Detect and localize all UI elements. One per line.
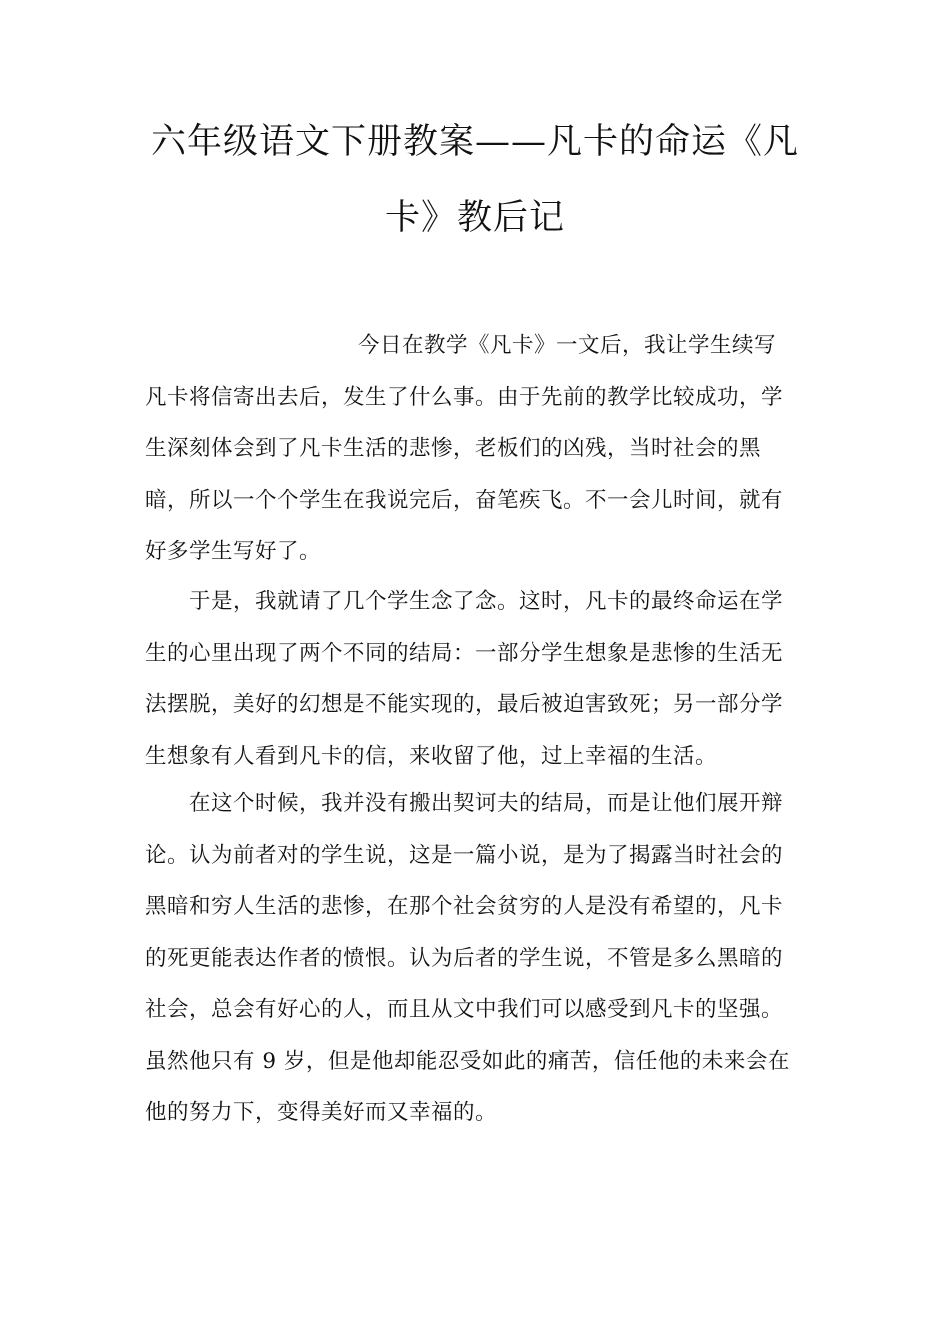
paragraph-1 [145,320,805,578]
paragraph-2 [145,576,805,782]
paragraph-1-line: 暗，所以一个个学生在我说完后，奋笔疾飞。不一会儿时间，就有 [145,487,784,513]
paragraph-3-line: 社会，总会有好心的人，而且从文中我们可以感受到凡卡的坚强。 [145,997,784,1022]
paragraph-2-line: 生的心里出现了两个不同的结局：一部分学生想象是悲惨的生活无 [145,640,784,666]
paragraph-3-line: 虽然他只有 9 岁，但是他却能忍受如此的痛苦，信任他的未来会在 [145,1048,790,1074]
paragraph-1-line: 今日在教学《凡卡》一文后，我让学生续写 [358,333,777,358]
paragraph-3-line: 在这个时候，我并没有搬出契诃夫的结局，而是让他们展开辩 [189,791,784,816]
paragraph-3-line: 他的努力下，变得美好而又幸福的。 [145,1100,498,1125]
document-title-line-1: 六年级语文下册教案——凡卡的命运《凡 [150,122,799,162]
paragraph-3-line: 的死更能表达作者的愤恨。认为后者的学生说，不管是多么黑暗的 [145,945,784,971]
paragraph-2-line: 生想象有人看到凡卡的信，来收留了他，过上幸福的生活。 [145,743,718,769]
paragraph-1-line: 生深刻体会到了凡卡生活的悲惨，老板们的凶残，当时社会的黑 [145,436,762,461]
paragraph-1-line: 凡卡将信寄出去后，发生了什么事。由于先前的教学比较成功，学 [145,384,784,410]
document-title-line-2: 卡》教后记 [384,198,565,238]
paragraph-1-line: 好多学生写好了。 [145,539,322,564]
paragraph-3-line: 黑暗和穷人生活的悲惨，在那个社会贫穷的人是没有希望的，凡卡 [145,894,784,919]
paragraph-3-line: 论。认为前者对的学生说，这是一篇小说，是为了揭露当时社会的 [145,842,784,868]
paragraph-2-line: 法摆脱，美好的幻想是不能实现的，最后被迫害致死；另一部分学 [145,692,784,717]
paragraph-2-line: 于是，我就请了几个学生念了念。这时，凡卡的最终命运在学 [189,589,784,614]
paragraph-3 [145,778,805,1139]
